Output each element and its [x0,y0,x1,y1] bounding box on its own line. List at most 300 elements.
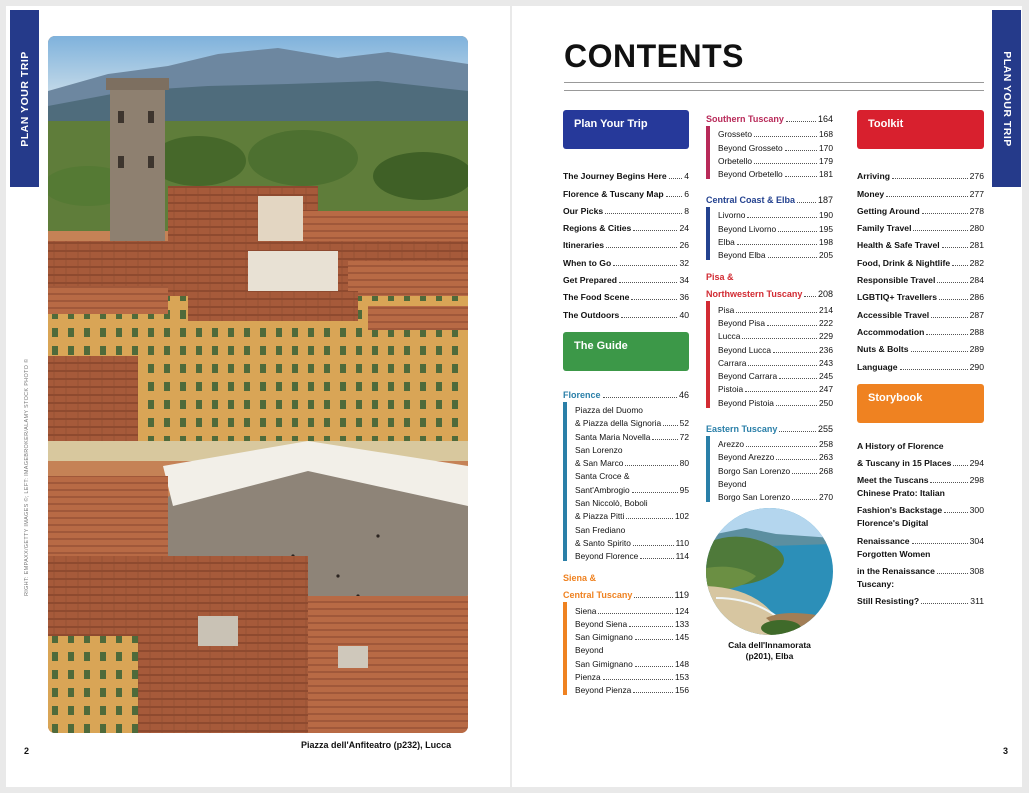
entry-title: Elba [718,237,735,248]
page-ref: 243 [819,357,833,368]
page-ref: 236 [819,344,833,355]
entry-title: Grosseto [718,129,752,140]
entry-title: Sant'Ambrogio [575,484,630,495]
toc-subentry[interactable] [718,301,833,314]
dot-leader [631,299,677,300]
page-ref: 281 [969,240,984,251]
page-ref: 288 [969,326,984,337]
dot-leader [926,334,967,335]
toc-subentry[interactable] [575,535,689,548]
toc-subentry[interactable] [718,489,833,502]
page-ref: 148 [675,658,689,669]
toc-entry[interactable] [563,285,689,302]
storybook-list [857,438,984,607]
dot-leader [922,213,968,214]
dot-leader [633,692,673,693]
entry-title: Regions & Cities [563,223,632,234]
entry-title: Beyond Carrara [718,371,778,382]
entry-title: Still Resisting? [857,596,920,607]
toc-subentry[interactable] [718,355,833,368]
entry-title: Borgo San Lorenzo [718,465,791,476]
entry-title: Arezzo [718,439,745,450]
entry-title: Accommodation [857,326,925,337]
dot-leader [633,230,677,231]
dot-leader [952,265,968,266]
page-ref: 229 [819,331,833,342]
entry-title: Get Prepared [563,275,617,286]
toc-subentry[interactable] [575,415,689,428]
toc-entry[interactable] [857,285,984,302]
entry-title: Carrara [718,357,747,368]
entry-title: Central Tuscany [563,590,633,601]
section-entries [563,402,689,562]
toc-subentry[interactable] [718,315,833,328]
page-ref: 289 [969,344,984,355]
entry-title: Florence [563,389,601,400]
page-ref: 255 [817,423,833,434]
toc-subentry[interactable] [718,462,833,475]
page-ref: 102 [675,511,689,522]
dot-leader [745,391,817,392]
page-ref: 294 [969,457,984,468]
southern-tuscany-section [706,110,833,179]
page-ref: 258 [819,439,833,450]
toc-entry-line: Florence's Digital [857,518,929,529]
dot-leader [900,369,968,370]
toc-subentry[interactable] [575,548,689,561]
page-ref: 222 [819,317,833,328]
entry-title: Meet the Tuscans [857,475,929,486]
page-ref: 282 [969,257,984,268]
dot-leader [786,121,816,122]
entry-title: When to Go [563,257,612,268]
toc-subentry[interactable] [718,139,833,152]
dot-leader [640,558,673,559]
page-ref: 181 [819,169,833,180]
entry-title: Getting Around [857,205,920,216]
page-ref: 187 [817,195,833,206]
toc-subentry[interactable] [718,381,833,394]
dot-leader [613,265,677,266]
section-title[interactable] [706,420,833,434]
dot-leader [778,231,817,232]
section-title[interactable] [706,110,833,124]
dot-leader [634,597,672,598]
page-ref: 277 [969,188,984,199]
entry-title: Pisa [718,304,735,315]
toc-subentry[interactable] [718,368,833,381]
title-rule-2 [564,90,984,91]
toc-subentry-line: San Lorenzo [575,444,623,455]
entry-title: Florence & Tuscany Map [563,188,664,199]
dot-leader [626,518,673,519]
toc-entry[interactable] [857,451,984,468]
toc-entry[interactable] [857,559,984,576]
lucca-piazza-photo [48,36,468,733]
toc-subentry[interactable] [718,247,833,260]
dot-leader [804,296,816,297]
dot-leader [747,217,817,218]
entry-title: Arriving [857,171,890,182]
page-ref: 268 [819,465,833,476]
dot-leader [779,431,816,432]
entry-title: Northwestern Tuscany [706,289,803,300]
page-ref: 145 [675,632,689,643]
toc-subentry[interactable] [718,328,833,341]
entry-title: & Santo Spirito [575,537,631,548]
entry-title: The Journey Begins Here [563,171,667,182]
dot-leader [605,213,682,214]
toc-entry[interactable] [563,181,689,198]
toc-entry-line: A History of Florence [857,440,944,451]
page-ref: 124 [675,605,689,616]
toc-entry[interactable] [857,164,984,181]
dot-leader [737,244,817,245]
entry-title: Itineraries [563,240,605,251]
toc-subentry[interactable] [575,669,689,682]
page-ref: 247 [819,384,833,395]
dot-leader [911,351,968,352]
toc-entry[interactable] [857,199,984,216]
page-ref: 270 [819,492,833,503]
entry-title: Livorno [718,210,746,221]
entry-title: Language [857,361,898,372]
dot-leader [785,176,817,177]
toc-entry[interactable] [563,216,689,233]
entry-title: Nuts & Bolts [857,344,909,355]
circle-photo-caption: Cala dell'Innamorata (p201), Elba [728,640,811,661]
entry-title: & Piazza Pitti [575,511,625,522]
column-2 [706,110,833,502]
dot-leader [886,196,967,197]
page-ref: 287 [969,309,984,320]
dot-leader [939,299,968,300]
toc-subentry-line: Beyond [575,645,604,656]
page-ref: 32 [679,257,689,268]
page-ref: 179 [819,155,833,166]
section-entries [706,126,833,179]
left-tab-label: PLAN YOUR TRIP [18,50,31,147]
page-ref: 245 [819,371,833,382]
dot-leader [635,639,673,640]
column-1 [563,110,689,695]
toc-entry[interactable] [857,498,984,515]
section-title-line[interactable]: Siena & [563,573,597,584]
page-ref: 290 [969,361,984,372]
right-page-number: 3 [1002,746,1008,756]
storybook-heading[interactable]: Storybook [857,384,984,423]
toc-subentry[interactable] [575,455,689,468]
siena-section [563,573,689,695]
dot-leader [632,492,678,493]
toc-entry[interactable] [857,468,984,485]
dot-leader [652,439,677,440]
entry-title: & Tuscany in 15 Places [857,457,952,468]
toc-subentry-line: San Niccolò, Boboli [575,498,648,509]
section-title[interactable] [706,285,833,299]
page-ref: 214 [819,304,833,315]
toc-subentry[interactable] [575,428,689,441]
entry-title: Borgo San Lorenzo [718,492,791,503]
toc-entry[interactable] [563,233,689,250]
entry-title: Fashion's Backstage [857,505,943,516]
toc-entry[interactable] [563,302,689,319]
dot-leader [754,163,817,164]
dot-leader [792,473,817,474]
left-page [6,6,510,787]
toc-subentry[interactable] [575,682,689,695]
page-ref: 170 [819,142,833,153]
dot-leader [779,378,817,379]
page-ref: 311 [970,596,984,607]
dot-leader [937,282,967,283]
page-ref: 276 [969,171,984,182]
toc-entry[interactable] [563,199,689,216]
page-ref: 80 [679,458,689,469]
dot-leader [621,317,677,318]
toc-subentry[interactable] [718,166,833,179]
toc-subentry[interactable] [718,341,833,354]
entry-title: Beyond Grosseto [718,142,783,153]
page-ref: 52 [679,418,689,429]
section-entries [563,602,689,695]
toc-entry[interactable] [857,337,984,354]
page-ref: 304 [969,535,984,546]
entry-title: The Outdoors [563,309,620,320]
entry-title: in the Renaissance [857,566,935,577]
entry-title: Pienza [575,672,601,683]
page-ref: 153 [675,672,689,683]
toc-subentry[interactable] [575,629,689,642]
dot-leader [912,543,968,544]
dot-leader [606,247,677,248]
dot-leader [633,545,674,546]
entry-title: Beyond Florence [575,551,639,562]
toc-subentry-line: Santa Croce & [575,471,630,482]
page-ref: 168 [819,129,833,140]
entry-title: & Piazza della Signoria [575,418,662,429]
toc-entry[interactable] [857,589,984,606]
dot-leader [913,230,967,231]
dot-leader [776,459,817,460]
page-ref: 46 [678,389,689,400]
pisa-section [706,272,833,407]
dot-leader [748,365,817,366]
toc-entry-line: Tuscany: [857,579,895,590]
toc-entry[interactable] [857,250,984,267]
toc-subentry[interactable] [718,234,833,247]
toc-entry[interactable] [857,320,984,337]
section-title[interactable] [563,586,689,600]
toc-subentry[interactable] [718,436,833,449]
left-section-tab [10,10,39,187]
entry-title: Money [857,188,885,199]
entry-title: Beyond Pienza [575,685,632,696]
toc-entry[interactable] [857,268,984,285]
page-ref: 34 [679,275,689,286]
title-rule [564,82,984,83]
dot-leader [603,397,677,398]
entry-title: Beyond Elba [718,250,766,261]
toc-subentry[interactable] [718,394,833,407]
entry-title: Central Coast & Elba [706,195,796,206]
page-ref: 110 [675,537,689,548]
dot-leader [944,512,968,513]
dot-leader [619,282,677,283]
page-ref: 250 [819,397,833,408]
dot-leader [742,338,817,339]
dot-leader [598,613,673,614]
entry-title: Beyond Lucca [718,344,772,355]
entry-title: San Gimignano [575,632,633,643]
page-ref: 286 [969,292,984,303]
right-page [512,6,1022,787]
entry-title: Beyond Arezzo [718,452,775,463]
page-ref: 263 [819,452,833,463]
toc-subentry-line: San Frediano [575,524,626,535]
entry-title: Beyond Siena [575,618,628,629]
toc-entry[interactable] [857,216,984,233]
page-ref: 4 [684,171,689,182]
toolkit-list [857,164,984,372]
toc-subentry[interactable] [575,655,689,668]
toc-subentry[interactable] [718,449,833,462]
section-title[interactable] [706,191,833,205]
dot-leader [629,626,673,627]
plan-your-trip-heading[interactable]: Plan Your Trip [563,110,689,149]
toc-subentry[interactable] [575,508,689,521]
dot-leader [754,136,817,137]
page-ref: 190 [819,210,833,221]
page-ref: 36 [679,292,689,303]
page-ref: 278 [969,205,984,216]
toc-entry[interactable] [563,268,689,285]
page-ref: 284 [969,275,984,286]
dot-leader [625,465,677,466]
photo-credit: RIGHT: EMPAXX/GETTY IMAGES ©; LEFT: IMAGEBROKER/ALAMY STOCK PHOTO © [24,358,30,596]
entry-title: LGBTIQ+ Travellers [857,292,938,303]
entry-title: The Food Scene [563,292,630,303]
page-ref: 208 [817,289,833,300]
toc-entry[interactable] [857,181,984,198]
toc-subentry-line: Piazza del Duomo [575,404,643,415]
page-ref: 114 [675,551,689,562]
dot-leader [931,317,968,318]
dot-leader [797,202,816,203]
toc-entry[interactable] [563,164,689,181]
page-ref: 8 [684,205,689,216]
the-guide-heading[interactable]: The Guide [563,332,689,371]
section-entries [706,436,833,502]
dot-leader [669,178,683,179]
page-ref: 280 [969,223,984,234]
entry-title: Our Picks [563,205,604,216]
plan-your-trip-list [563,164,689,320]
toc-entry-line: Chinese Prato: Italian [857,488,945,499]
toc-entry[interactable] [563,250,689,267]
entry-title: Eastern Tuscany [706,423,778,434]
toc-subentry[interactable] [718,126,833,139]
dot-leader [785,150,817,151]
toc-subentry[interactable] [718,207,833,220]
toc-subentry[interactable] [575,616,689,629]
dot-leader [746,446,817,447]
entry-title: Santa Maria Novella [575,431,651,442]
column-3 [857,110,984,606]
dot-leader [666,196,683,197]
dot-leader [663,425,678,426]
photo-caption: Piazza dell'Anfiteatro (p232), Lucca [301,740,452,750]
dot-leader [768,257,818,258]
page-ref: 198 [819,237,833,248]
section-title[interactable] [563,386,689,400]
page-ref: 133 [675,618,689,629]
section-entries [706,207,833,260]
section-entries [706,301,833,407]
dot-leader [792,499,817,500]
dot-leader [921,603,968,604]
dot-leader [942,247,968,248]
entry-title: Responsible Travel [857,275,936,286]
section-title-line[interactable]: Pisa & [706,272,734,283]
eastern-tuscany-section [706,420,833,502]
entry-title: Pistoia [718,384,744,395]
dot-leader [773,352,817,353]
toolkit-heading[interactable]: Toolkit [857,110,984,149]
toc-entry[interactable] [857,302,984,319]
dot-leader [736,312,817,313]
entry-title: Renaissance [857,535,910,546]
toc-entry[interactable] [857,528,984,545]
dot-leader [635,666,673,667]
left-page-number: 2 [24,746,30,756]
toc-entry[interactable] [857,354,984,371]
dot-leader [930,482,967,483]
page-ref: 205 [819,250,833,261]
page-ref: 72 [679,431,689,442]
toc-subentry[interactable] [575,481,689,494]
dot-leader [767,325,817,326]
toc-subentry[interactable] [718,153,833,166]
page-ref: 119 [674,590,689,601]
dot-leader [603,679,673,680]
entry-title: Beyond Orbetello [718,169,783,180]
toc-entry[interactable] [857,233,984,250]
entry-title: Southern Tuscany [706,114,784,124]
entry-title: Family Travel [857,223,912,234]
central-coast-section [706,191,833,260]
dot-leader [776,405,817,406]
page-ref: 40 [679,309,689,320]
page-ref: 195 [819,223,833,234]
entry-title: Accessible Travel [857,309,930,320]
cala-innamorata-photo [706,508,833,635]
entry-title: & San Marco [575,458,624,469]
toc-subentry[interactable] [718,220,833,233]
entry-title: Orbetello [718,155,752,166]
dot-leader [937,573,968,574]
page-ref: 95 [679,484,689,495]
toc-subentry-line: Beyond [718,478,747,489]
entry-title: Health & Safe Travel [857,240,940,251]
dot-leader [892,178,968,179]
toc-subentry[interactable] [575,602,689,615]
entry-title: Beyond Livorno [718,223,777,234]
page-ref: 308 [969,566,984,577]
entry-title: Siena [575,605,597,616]
entry-title: Beyond Pistoia [718,397,774,408]
page-ref: 156 [675,685,689,696]
